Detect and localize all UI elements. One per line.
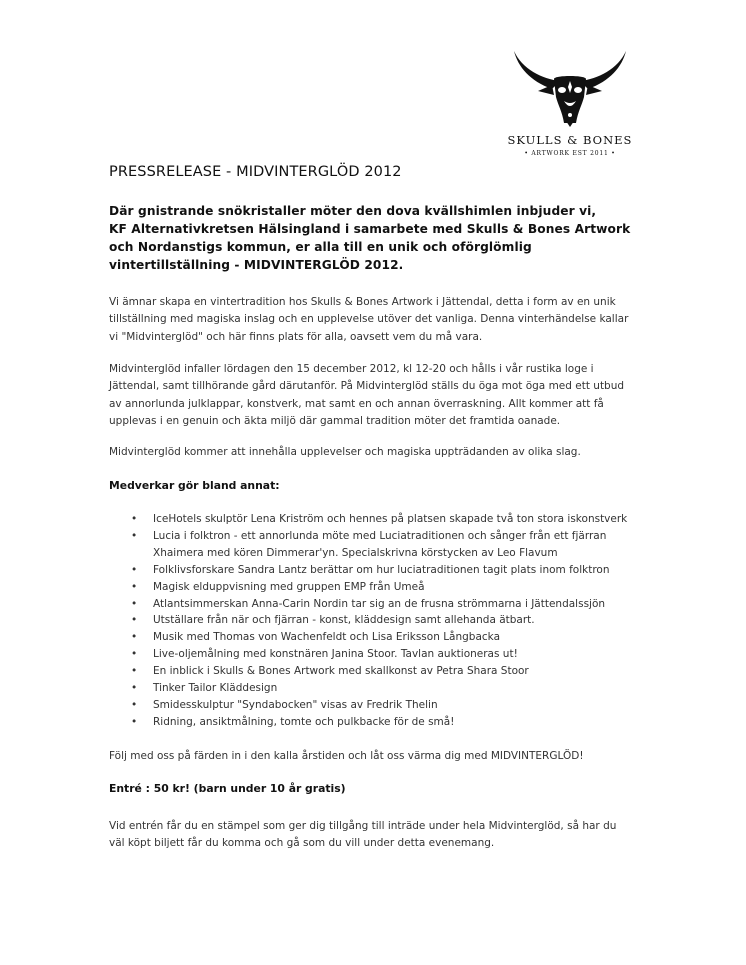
bull-skull-icon: [508, 45, 632, 129]
participants-list: [109, 511, 669, 731]
lead-line: KF Alternativkretsen Hälsingland i samarbete med Skulls & Bones Artwork: [109, 222, 631, 236]
bullet: •: [131, 513, 138, 525]
paragraph-line: vi "Midvinterglöd" och här finns plats för alla, oavsett vem du må vara.: [109, 330, 483, 343]
list-item: • IceHotels skulptör Lena Kriström och hennes på platsen skapade två ton stora iskonstverk: [109, 511, 669, 528]
intro-paragraph: [109, 294, 649, 346]
bullet: •: [131, 597, 138, 610]
lead-line: Där gnistrande snökristaller möter den dova kvällshimlen inbjuder vi,: [109, 204, 597, 218]
paragraph-line: upplevas i en genuin och äkta miljö där gammal tradition möter det framtida oanade.: [109, 414, 561, 427]
paragraph-line: tillställning med magiska inslag och en upplevelse utöver det vanliga. Denna vinterhändelse kallar: [109, 313, 629, 326]
bullet: •: [131, 665, 138, 678]
list-item: • En inblick i Skulls & Bones Artwork med skallkonst av Petra Shara Stoor: [109, 663, 669, 680]
list-item-continuation: Xhaimera med kören Dimmerar'yn. Specialskrivna körstycken av Leo Flavum: [153, 546, 558, 559]
ticket-paragraph: [109, 818, 649, 853]
entry-fee-heading: Entré : 50 kr! (barn under 10 år gratis): [109, 782, 346, 795]
paragraph-line: Följ med oss på färden in i den kalla årstiden och låt oss värma dig med MIDVINTERGLÖD!: [109, 750, 584, 762]
list-item: • Lucia i folktron - ett annorlunda möte med Luciatraditionen och sånger från ett fjärran: [109, 528, 669, 545]
paragraph-line: väl köpt biljett får du komma och gå som du vill under detta evenemang.: [109, 837, 495, 850]
content-paragraph: [109, 444, 649, 461]
paragraph-line: Midvinterglöd kommer att innehålla upplevelser och magiska uppträdanden av olika slag.: [109, 446, 581, 458]
list-item: • Musik med Thomas von Wachenfeldt och Lisa Eriksson Långbacka: [109, 629, 669, 646]
bullet: •: [131, 614, 138, 627]
closing-paragraph: [109, 748, 649, 765]
paragraph-line: Midvinterglöd infaller lördagen den 15 december 2012, kl 12-20 och hålls i vår rustika loge i: [109, 363, 594, 375]
bullet: •: [131, 715, 138, 728]
paragraph-line: Jättendal, samt tillhörande gård därutanför. På Midvinterglöd ställs du öga mot öga med ett utbud: [109, 380, 625, 393]
logo-tagline: • ARTWORK EST 2011 •: [524, 150, 616, 157]
bullet: •: [131, 580, 138, 593]
list-item: • Ridning, ansiktmålning, tomte och pulkbacke för de små!: [109, 714, 669, 731]
list-item: • Utställare från när och fjärran - konst, kläddesign samt allehanda ätbart.: [109, 612, 669, 629]
list-item: • Folklivsforskare Sandra Lantz berättar om hur luciatraditionen tagit plats inom folktron: [109, 562, 669, 579]
paragraph-line: Vi ämnar skapa en vintertradition hos Skulls & Bones Artwork i Jättendal, detta i form av en unik: [109, 296, 616, 308]
participants-heading: Medverkar gör bland annat:: [109, 479, 280, 492]
paragraph-line: av annorlunda julklappar, konstverk, mat samt en och annan överraskning. Allt kommer att få: [109, 397, 604, 410]
bullet: •: [131, 631, 138, 644]
lead-line: och Nordanstigs kommun, er alla till en unik och oförglömlig: [109, 240, 532, 254]
event-details-paragraph: [109, 361, 649, 430]
lead-paragraph: [109, 202, 639, 274]
logo-brand-name: SKULLS & BONES: [507, 133, 633, 147]
bullet: •: [131, 648, 138, 661]
page-title: PRESSRELEASE - MIDVINTERGLÖD 2012: [109, 164, 402, 180]
list-item: • Atlantsimmerskan Anna-Carin Nordin tar sig an de frusna strömmarna i Jättendalssjön: [109, 596, 669, 613]
paragraph-line: Vid entrén får du en stämpel som ger dig tillgång till inträde under hela Midvinterglöd, så har du: [109, 820, 617, 832]
bullet: •: [131, 529, 138, 542]
list-item: • Tinker Tailor Kläddesign: [109, 680, 669, 697]
bullet: •: [131, 563, 138, 576]
lead-line: vintertillställning - MIDVINTERGLÖD 2012.: [109, 258, 404, 272]
skulls-and-bones-logo: [505, 45, 635, 165]
list-item: • Live-oljemålning med konstnären Janina Stoor. Tavlan auktioneras ut!: [109, 646, 669, 663]
list-item: • Smidesskulptur "Syndabocken" visas av Fredrik Thelin: [109, 697, 669, 714]
bullet: •: [131, 682, 138, 695]
list-item: • Magisk elduppvisning med gruppen EMP från Umeå: [109, 579, 669, 596]
bullet: •: [131, 698, 138, 711]
